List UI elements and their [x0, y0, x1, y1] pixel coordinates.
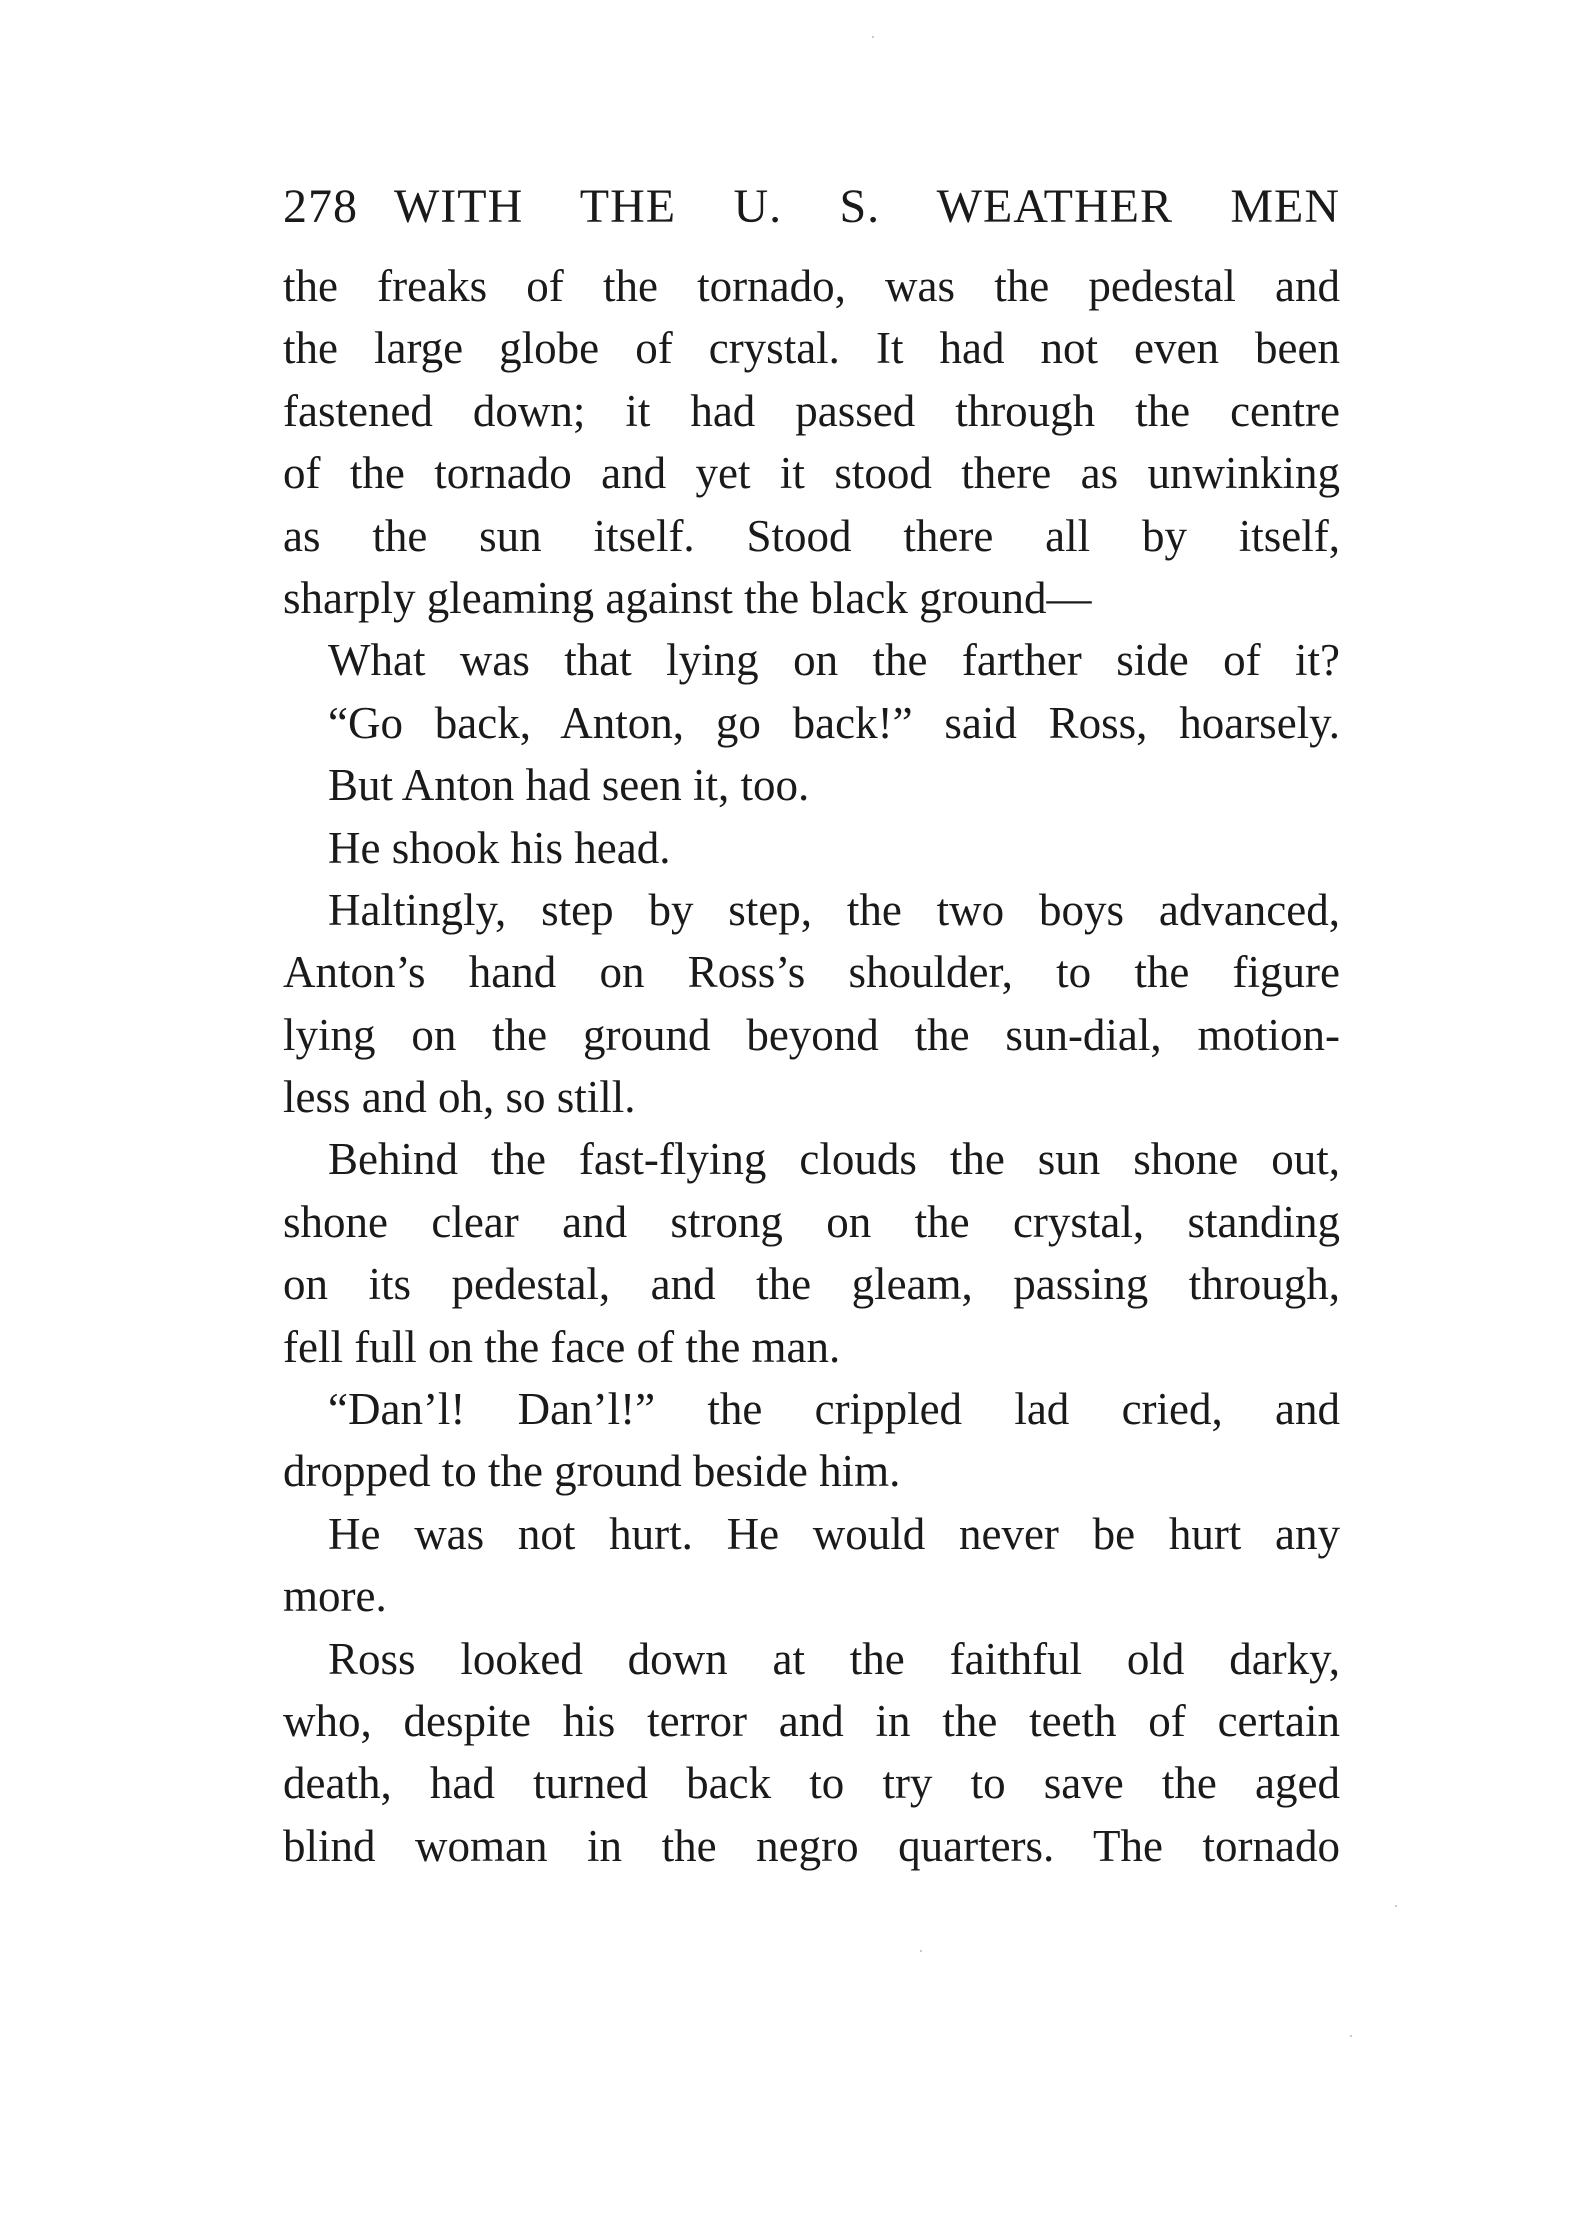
- text-line: more.: [283, 1571, 387, 1622]
- text-line: “Go back, Anton, go back!” said Ross, hoarsely.: [328, 697, 1340, 748]
- text-line: What was that lying on the farther side of it?: [328, 635, 1340, 686]
- text-line: less and oh, so still.: [283, 1072, 636, 1123]
- book-page: [283, 175, 1340, 1877]
- running-head: [283, 175, 1340, 239]
- text-line: But Anton had seen it, too.: [328, 760, 810, 811]
- text-line: the large globe of crystal. It had not even been: [283, 323, 1340, 374]
- paper-speck: [920, 1950, 922, 1952]
- text-line: “Dan’l! Dan’l!” the crippled lad cried, and: [328, 1384, 1340, 1435]
- text-line: Haltingly, step by step, the two boys advanced,: [328, 884, 1340, 935]
- text-line: blind woman in the negro quarters. The tornado: [283, 1820, 1340, 1871]
- text-line: the freaks of the tornado, was the pedestal and: [283, 261, 1340, 311]
- text-line: on its pedestal, and the gleam, passing through,: [283, 1259, 1340, 1310]
- text-line: dropped to the ground beside him.: [283, 1446, 901, 1497]
- text-line: sharply gleaming against the black ground—: [283, 572, 1092, 623]
- text-line: who, despite his terror and in the teeth of certain: [283, 1695, 1340, 1746]
- text-line: fell full on the face of the man.: [283, 1321, 841, 1372]
- text-line: Ross looked down at the faithful old darky,: [328, 1633, 1340, 1684]
- page-number: 278: [283, 180, 358, 233]
- text-line: lying on the ground beyond the sun-dial, motion-: [283, 1009, 1340, 1060]
- text-line: He shook his head.: [328, 822, 671, 873]
- text-line: Behind the fast-flying clouds the sun shone out,: [328, 1134, 1340, 1185]
- text-line: as the sun itself. Stood there all by itself,: [283, 510, 1340, 561]
- text-line: shone clear and strong on the crystal, standing: [283, 1196, 1340, 1247]
- text-line: of the tornado and yet it stood there as unwinking: [283, 448, 1340, 499]
- text-line: Anton’s hand on Ross’s shoulder, to the figure: [283, 947, 1340, 998]
- body-text: [283, 255, 1340, 1877]
- paper-speck: [1350, 2035, 1352, 2037]
- paper-speck: [1395, 1905, 1397, 1907]
- running-title: WITH THE U. S. WEATHER MEN: [394, 180, 1340, 233]
- text-line: He was not hurt. He would never be hurt any: [328, 1508, 1340, 1559]
- paper-speck: [872, 36, 874, 38]
- text-line: fastened down; it had passed through the centre: [283, 385, 1340, 436]
- text-line: death, had turned back to try to save the aged: [283, 1758, 1340, 1809]
